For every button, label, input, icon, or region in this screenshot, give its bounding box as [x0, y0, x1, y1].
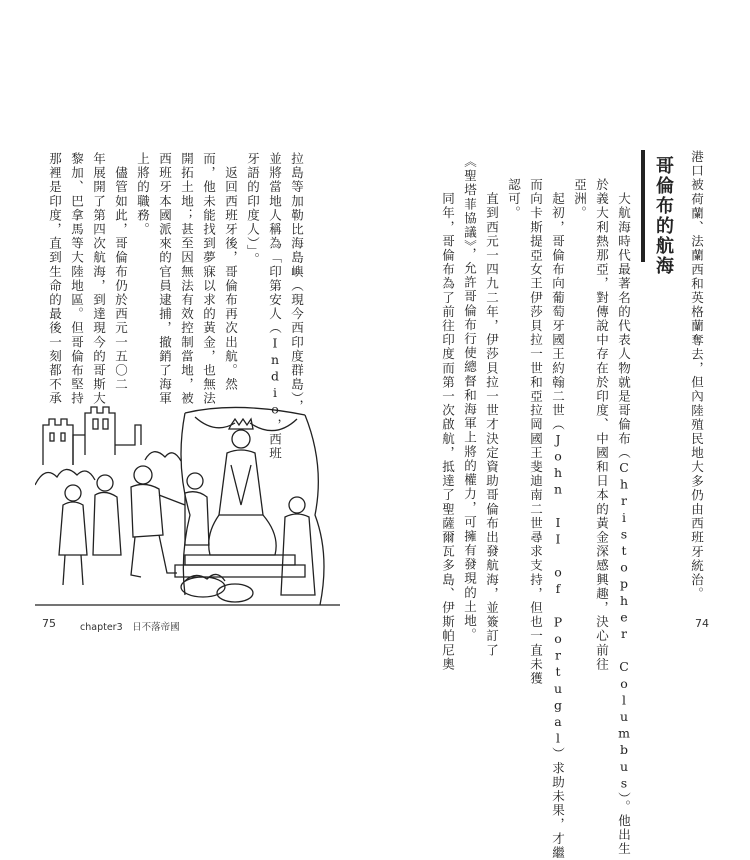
columbus-audience-illustration	[35, 405, 340, 615]
left-line-11: 黎加、巴拿馬等大陸地區。但哥倫布堅持	[69, 152, 85, 406]
body-line-8: 《聖塔菲協議》，允許哥倫布行使總督和海軍上將的權力，可擁有發現的土地。	[462, 155, 478, 643]
left-line-12: 那裡是印度，直到生命的最後一刻都不承	[47, 152, 63, 406]
body-line-2: 於義大利熱那亞，對傳說中存在於印度、中國和日本的黃金深感興趣，決心前往	[594, 178, 610, 672]
left-line-9: 儘管如此，哥倫布仍於西元一五〇二	[113, 152, 129, 392]
body-line-6: 認可。	[506, 178, 522, 221]
left-line-6: 開拓土地；甚至因無法有效控制當地，被	[179, 152, 195, 406]
body-line-9: 同年，哥倫布為了前往印度而第一次啟航，抵達了聖薩爾瓦多島、伊斯帕尼奧	[440, 178, 456, 672]
left-line-10: 年展開了第四次航海，到達現今的哥斯大	[91, 152, 107, 406]
page-number-left: 75	[42, 617, 56, 630]
body-line-3: 亞洲。	[572, 178, 588, 221]
left-line-4: 返回西班牙後，哥倫布再次出航。然	[223, 152, 239, 392]
section-heading: 哥倫布的航海	[653, 156, 674, 276]
left-line-5: 而，他未能找到夢寐以求的黃金，也無法	[201, 152, 217, 406]
body-line-5: 而向卡斯提亞女王伊莎貝拉一世和亞拉岡國王斐迪南二世尋求支持，但也一直未獲	[528, 178, 544, 686]
body-line-4: 起初，哥倫布向葡萄牙國王約翰二世（John II of Portugal）求助未果，才繼	[550, 178, 566, 860]
running-head: chapter3 日不落帝國	[80, 622, 180, 633]
left-line-2: 並將當地人稱為「印第安人（Indio，西班	[267, 152, 283, 461]
left-line-1: 拉島等加勒比海島嶼（現今西印度群島），	[289, 152, 305, 414]
left-line-8: 上將的職務。	[135, 152, 151, 237]
intro-line-1: 港口被荷蘭、法蘭西和英格蘭奪去，但內陸殖民地大多仍由西班牙統治。	[689, 150, 705, 602]
body-line-7: 直到西元一四九二年，伊莎貝拉一世才決定資助哥倫布出發航海，並簽訂了	[484, 178, 500, 658]
body-line-1: 大航海時代最著名的代表人物就是哥倫布（Christopher Columbus）。他出生	[616, 178, 632, 857]
page-number-right: 74	[695, 617, 709, 630]
left-line-3: 牙語的印度人）」。	[245, 152, 261, 267]
left-line-7: 西班牙本國派來的官員逮捕，撤銷了海軍	[157, 152, 173, 406]
